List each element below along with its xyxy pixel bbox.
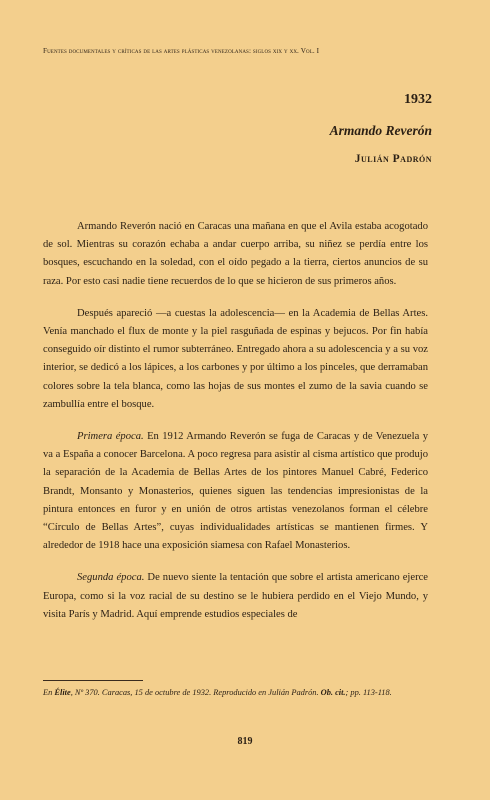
paragraph-text: Después apareció —a cuestas la adolescencia— en la Academia de Bellas Artes. Venía manchado el flux de monte y la piel rasguñada de espinas y bejucos. Por fin había conseguido oír distinto el rumor subterráneo. Entregado ahora a su adolescencia y a su voz interior, se dedicó a los lápices, a los carbones y por último a los pinceles, que derramaban colores sobre la tela blanca, como las hojas de sus montes el zumo de la savia cuando se zambullía entre el bosque. <box>43 307 428 410</box>
footnote-text: , Nº 370. Caracas, 15 de octubre de 1932. Reproducido en Julián Padrón. <box>70 688 321 697</box>
footnote <box>43 686 428 699</box>
paragraph-text: Armando Reverón nació en Caracas una mañana en que el Avila estaba acogotado de sol. Mientras su corazón echaba a andar cuerpo arriba, su niñez se perdía entre los bosques, escuchando en la soledad, con el oído pegado a la tierra, ciertos anuncios de su raza. Por esto casi nadie tiene recuerdos de lo que se hicieron de sus primeros años. <box>43 221 428 287</box>
article-title: Armando Reverón <box>329 123 432 138</box>
article-year: 1932 <box>404 92 432 107</box>
footnote-rule <box>43 680 143 681</box>
article-body <box>43 218 428 638</box>
paragraph-text: De nuevo siente la tentación que sobre el artista americano ejerce Europa, como si la voz racial de su destino se le hubiera perdido en el Viejo Mundo, y visita París y Madrid. Aquí emprende estudios especiales de <box>43 572 428 620</box>
footnote-reference: Ob. cit. <box>320 688 346 697</box>
paragraph <box>43 569 428 624</box>
footnote-publication: Élite <box>54 688 71 697</box>
paragraph-text: En 1912 Armando Reverón se fuga de Caracas y de Venezuela y va a España a conocer Barcelona. A poco regresa para asistir al cisma artístico que produjo la separación de la Academia de Bellas Artes de los pintores Manuel Cabré, Federico Brandt, Monsanto y Monasterios, quienes siguen las tendencias impresionistas de la pintura entonces en furor y en unión de otros artistas venezolanos forman el célebre “Círculo de Bellas Artes”, cuyas individualidades artísticas se mantienen firmes. Y alrededor de 1918 hace una exposición siamesa con Rafael Monasterios. <box>43 431 428 552</box>
footnote-text: En <box>43 688 55 697</box>
running-head: Fuentes documentales y críticas de las artes plásticas venezolanas: siglos xix y xx. Vol. I <box>43 47 320 55</box>
paragraph <box>43 218 428 291</box>
paragraph <box>43 428 428 555</box>
paragraph-lead: Primera época. <box>77 431 144 443</box>
footnote-text: ; pp. 113-118. <box>345 688 392 697</box>
article-author: Julián Padrón <box>354 153 432 165</box>
paragraph <box>43 305 428 414</box>
paragraph-lead: Segunda época. <box>77 572 145 584</box>
page-number: 819 <box>237 736 253 747</box>
